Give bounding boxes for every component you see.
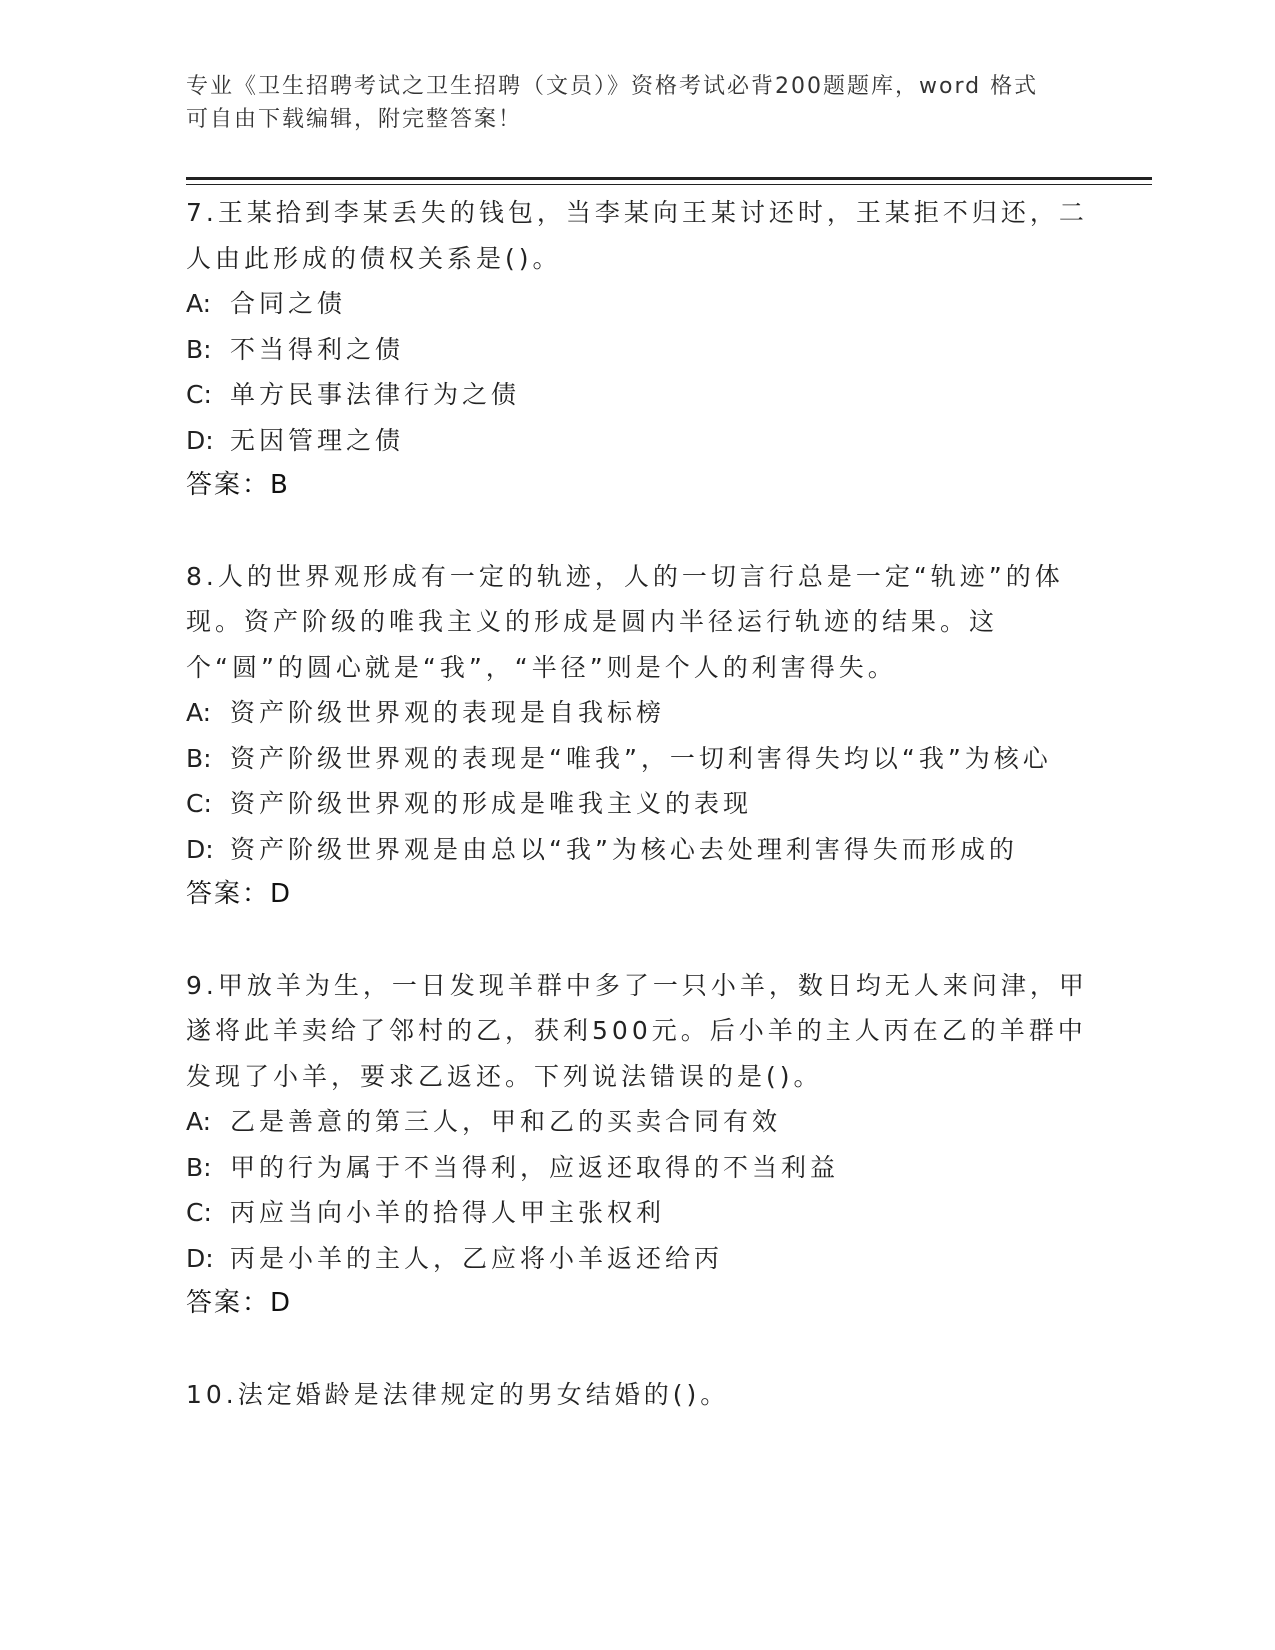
question-9 bbox=[186, 963, 1106, 1327]
option-c bbox=[186, 781, 1106, 827]
header-line-2: 可自由下载编辑，附完整答案！ bbox=[186, 107, 523, 132]
option-a bbox=[186, 1099, 1106, 1145]
question-7 bbox=[186, 190, 1106, 509]
question-10 bbox=[186, 1372, 1106, 1418]
option-text: 丙应当向小羊的拾得人甲主张权利 bbox=[230, 1198, 666, 1227]
answer-label: 答案： bbox=[186, 879, 271, 909]
option-text: 资产阶级世界观的表现是“唯我”，一切利害得失均以“我”为核心 bbox=[230, 743, 1052, 773]
option-d bbox=[186, 1236, 1106, 1282]
answer-value: D bbox=[270, 1288, 291, 1318]
option-label: A: bbox=[186, 698, 212, 727]
option-b bbox=[186, 736, 1106, 782]
option-b bbox=[186, 327, 1106, 373]
answer-label: 答案： bbox=[186, 1288, 271, 1318]
option-d bbox=[186, 418, 1106, 464]
option-label: C: bbox=[186, 380, 212, 409]
option-d bbox=[186, 827, 1106, 873]
question-stem: 9.甲放羊为生，一日发现羊群中多了一只小羊，数日均无人来问津，甲遂将此羊卖给了邻村的乙，获利500元。后小羊的主人丙在乙的羊群中发现了小羊，要求乙返还。下列说法错误的是()。 bbox=[186, 970, 1088, 1091]
document-header bbox=[186, 70, 1086, 136]
option-text: 甲的行为属于不当得利，应返还取得的不当利益 bbox=[230, 1152, 840, 1182]
option-text: 单方民事法律行为之债 bbox=[230, 380, 521, 409]
option-label: D: bbox=[186, 834, 214, 864]
answer-line bbox=[186, 1281, 1106, 1327]
question-list bbox=[186, 190, 1106, 1462]
answer-label: 答案： bbox=[186, 470, 271, 500]
option-text: 合同之债 bbox=[230, 289, 347, 318]
option-label: D: bbox=[186, 425, 214, 455]
question-8 bbox=[186, 554, 1106, 918]
option-c bbox=[186, 1190, 1106, 1236]
option-c bbox=[186, 372, 1106, 418]
header-line-1: 专业《卫生招聘考试之卫生招聘（文员）》资格考试必背200题题库，word 格式 bbox=[186, 74, 1039, 99]
question-stem: 7.王某拾到李某丢失的钱包，当李某向王某讨还时，王某拒不归还，二人由此形成的债权关系是()。 bbox=[186, 198, 1088, 273]
option-label: C: bbox=[186, 1198, 212, 1227]
option-label: C: bbox=[186, 789, 212, 818]
answer-value: B bbox=[270, 470, 288, 500]
option-text: 无因管理之债 bbox=[230, 425, 405, 455]
option-text: 乙是善意的第三人，甲和乙的买卖合同有效 bbox=[230, 1107, 782, 1136]
option-a bbox=[186, 690, 1106, 736]
header-divider-thin bbox=[186, 184, 1152, 185]
option-text: 资产阶级世界观是由总以“我”为核心去处理利害得失而形成的 bbox=[230, 834, 1018, 864]
option-text: 丙是小羊的主人，乙应将小羊返还给丙 bbox=[230, 1243, 724, 1273]
option-label: A: bbox=[186, 1107, 212, 1136]
option-label: A: bbox=[186, 289, 212, 318]
option-text: 资产阶级世界观的表现是自我标榜 bbox=[230, 698, 666, 727]
header-divider bbox=[186, 177, 1152, 180]
option-text: 不当得利之债 bbox=[230, 334, 405, 364]
option-label: B: bbox=[186, 1152, 212, 1182]
question-stem: 8.人的世界观形成有一定的轨迹，人的一切言行总是一定“轨迹”的体现。资产阶级的唯我主义的形成是圆内半径运行轨迹的结果。这个“圆”的圆心就是“我”，“半径”则是个人的利害得失。 bbox=[186, 561, 1064, 682]
option-label: B: bbox=[186, 334, 212, 364]
option-b bbox=[186, 1145, 1106, 1191]
option-text: 资产阶级世界观的形成是唯我主义的表现 bbox=[230, 789, 753, 818]
answer-line bbox=[186, 872, 1106, 918]
option-label: B: bbox=[186, 743, 212, 773]
option-a bbox=[186, 281, 1106, 327]
question-stem: 10.法定婚龄是法律规定的男女结婚的()。 bbox=[186, 1379, 730, 1409]
answer-line bbox=[186, 463, 1106, 509]
answer-value: D bbox=[270, 879, 291, 909]
option-label: D: bbox=[186, 1243, 214, 1273]
